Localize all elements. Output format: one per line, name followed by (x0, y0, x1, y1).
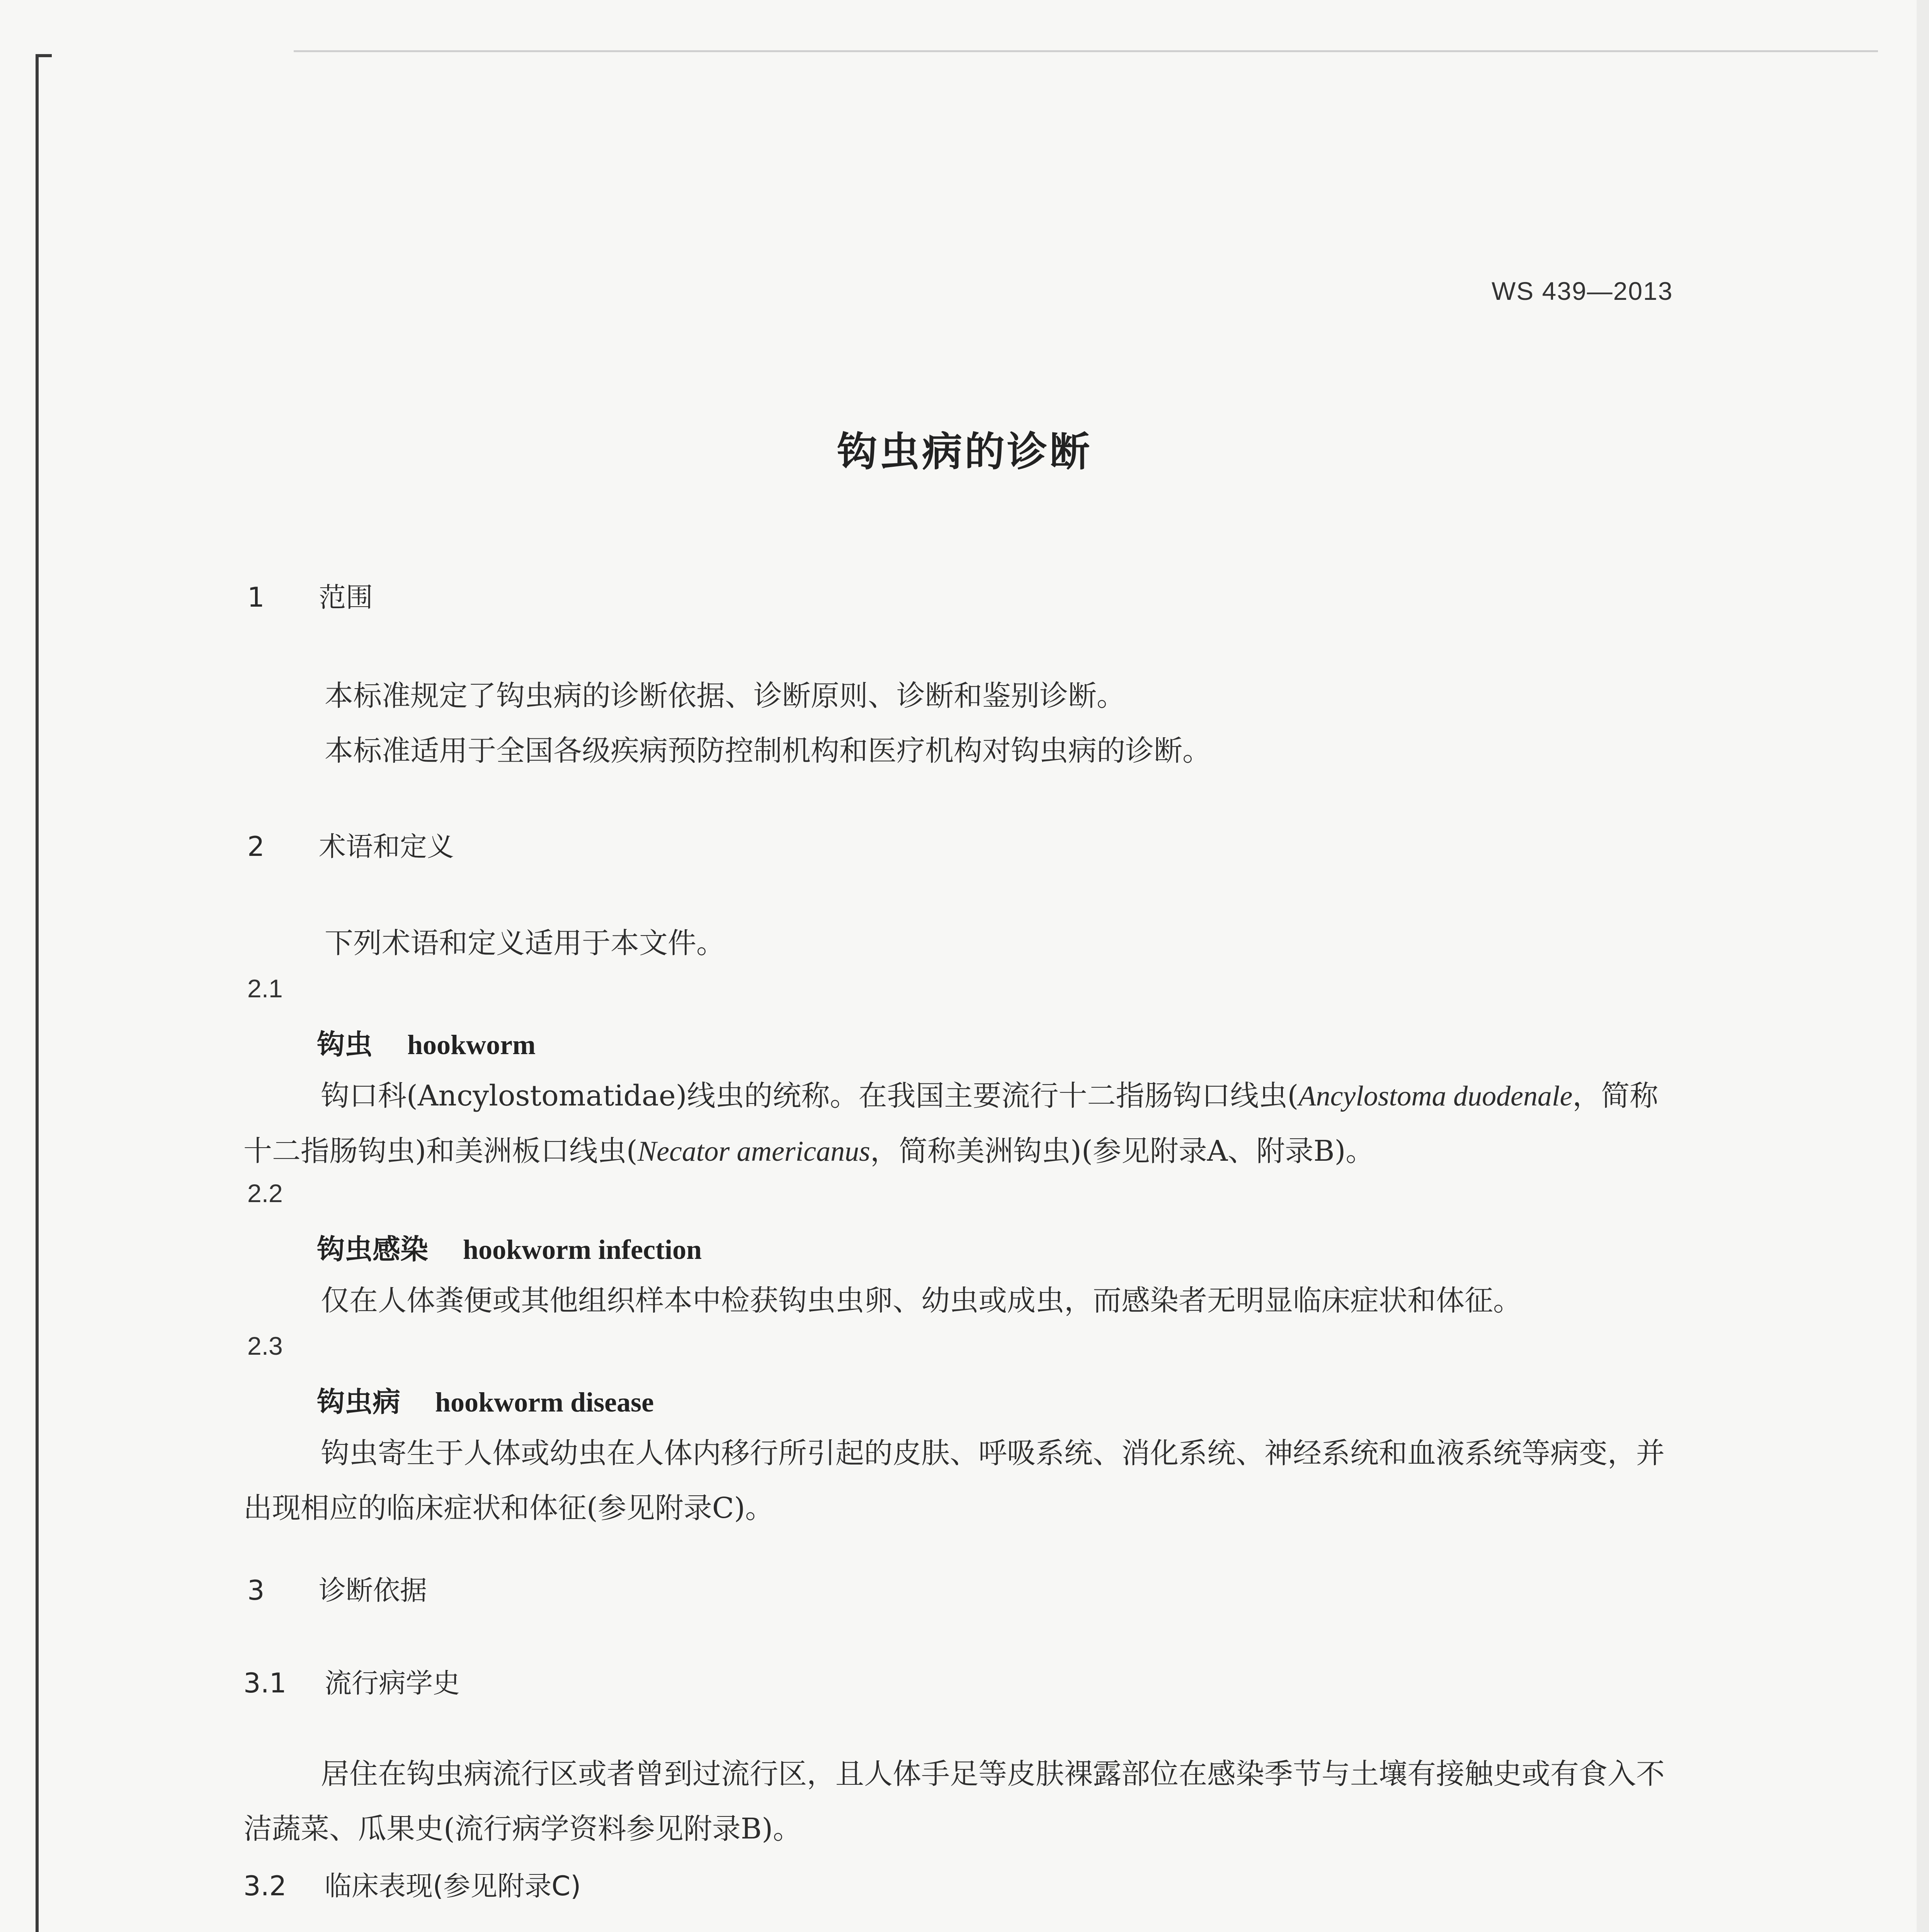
term-hookworm-disease: 钩虫病 hookworm disease (317, 1386, 654, 1418)
subsection-3-2-heading: 3.2 临床表现(参见附录C) (243, 1870, 581, 1902)
section-2-heading: 2 术语和定义 (247, 831, 454, 862)
term-number: 2.2 (247, 1179, 283, 1208)
scan-right-edge (1917, 0, 1929, 1932)
term-hookworm-infection: 钩虫感染 hookworm infection (317, 1233, 702, 1265)
standard-number: WS 439—2013 (1492, 277, 1673, 305)
scan-left-edge (36, 54, 39, 1932)
section-3-heading: 3 诊断依据 (247, 1575, 427, 1606)
term-hookworm-definition: 钩口科(Ancylostomatidae)线虫的统称。在我国主要流行十二指肠钩口线虫(Ancylostoma duodenale，简称十二指肠钩虫)和美洲板口线虫(Necator americanus，简称美洲钩虫)(参见附录A、附录B)。 (243, 1079, 1659, 1168)
section-1-paragraph-2: 本标准适用于全国各级疾病预防控制机构和医疗机构对钩虫病的诊断。 (325, 734, 1211, 767)
subsection-3-1-heading: 3.1 流行病学史 (243, 1667, 460, 1699)
term-number: 2.3 (247, 1332, 283, 1360)
section-1-heading: 1 范围 (247, 582, 373, 613)
term-number: 2.1 (247, 974, 283, 1003)
term-hookworm-infection-definition: 仅在人体粪便或其他组织样本中检获钩虫虫卵、幼虫或成虫，而感染者无明显临床症状和体征。 (321, 1284, 1522, 1317)
subsection-3-1-paragraph: 居住在钩虫病流行区或者曾到过流行区，且人体手足等皮肤裸露部位在感染季节与土壤有接触史或有食入不洁蔬菜、瓜果史(流行病学资料参见附录B)。 (243, 1757, 1665, 1845)
section-2-intro: 下列术语和定义适用于本文件。 (325, 927, 725, 960)
scan-corner-mark (36, 54, 52, 57)
term-hookworm: 钩虫 hookworm (317, 1028, 536, 1061)
scan-top-rule (294, 50, 1878, 52)
term-hookworm-disease-definition: 钩虫寄生于人体或幼虫在人体内移行所引起的皮肤、呼吸系统、消化系统、神经系统和血液系统等病变，并出现相应的临床症状和体征(参见附录C)。 (243, 1437, 1665, 1525)
section-1-paragraph-1: 本标准规定了钩虫病的诊断依据、诊断原则、诊断和鉴别诊断。 (325, 679, 1125, 713)
page-title: 钩虫病的诊断 (837, 428, 1092, 475)
